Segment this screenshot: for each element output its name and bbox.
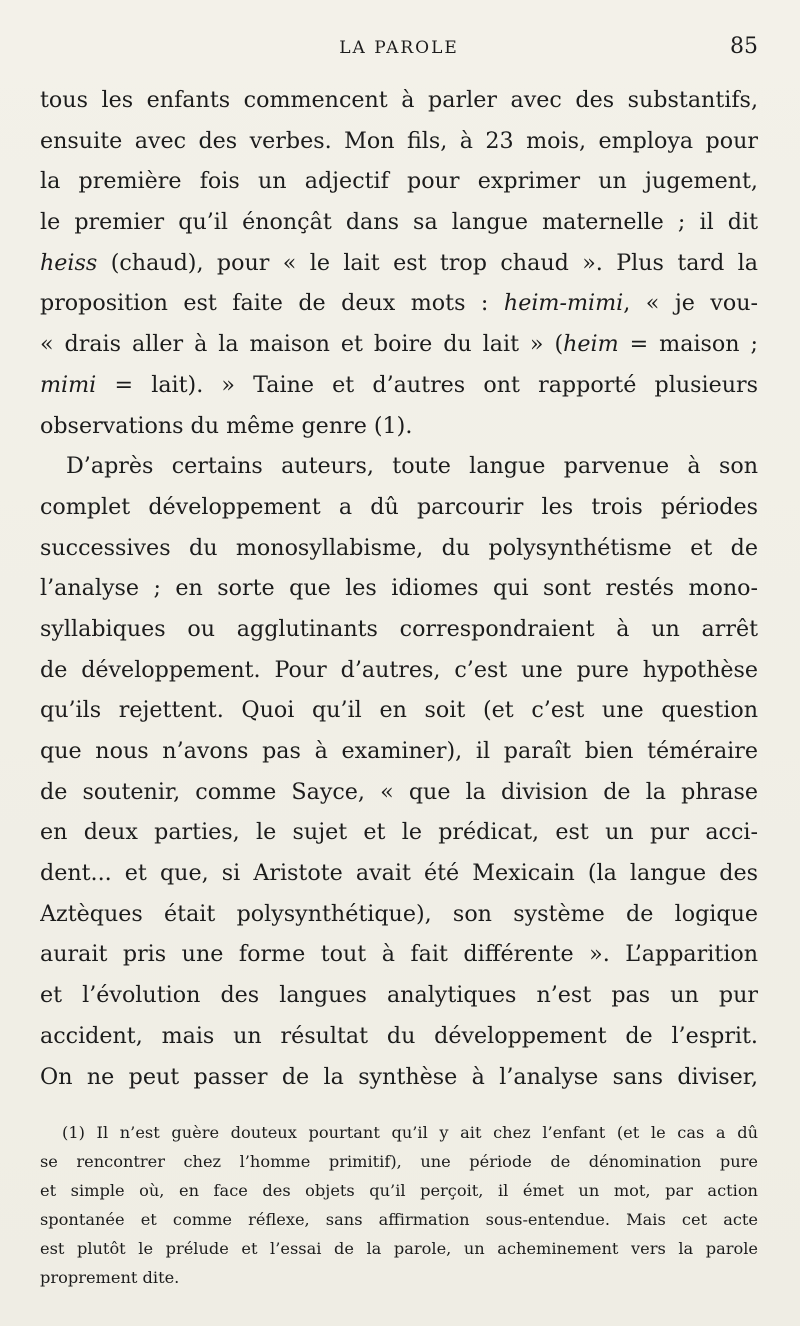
text-line: On ne peut passer de la synthèse à l’analyse sans diviser, [40, 1063, 758, 1090]
italic-word: mimi [40, 371, 97, 398]
text-fragment: (chaud), pour « le lait est trop chaud ». Plus tard la [110, 249, 758, 276]
footnote-line: et simple où, en face des objets qu’il perçoit, il émet un mot, par action [40, 1181, 758, 1200]
body-text [40, 80, 758, 1097]
footnote-line: (1) Il n’est guère douteux pourtant qu’il y ait chez l’enfant (et le cas a dû [62, 1123, 758, 1142]
text-line [40, 283, 758, 324]
text-line: de développement. Pour d’autres, c’est une pure hypothèse [40, 656, 758, 683]
text-line: le premier qu’il énonçât dans sa langue maternelle ; il dit [40, 209, 758, 236]
running-title: LA PAROLE [339, 38, 459, 58]
page-number: 85 [730, 34, 758, 59]
text-line: ensuite avec des verbes. Mon fils, à 23 mois, employa pour [40, 127, 758, 154]
text-line: et l’évolution des langues analytiques n’est pas un pur [40, 982, 758, 1009]
text-fragment: = maison ; [618, 331, 758, 358]
text-line: dent... et que, si Aristote avait été Mexicain (la langue des [40, 860, 758, 887]
footnote-line: se rencontrer chez l’homme primitif), une période de dénomination pure [40, 1152, 758, 1171]
text-line: en deux parties, le sujet et le prédicat, est un pur acci- [40, 819, 758, 846]
text-fragment: lait). » Taine et d’autres ont rapporté plusieurs [151, 371, 758, 398]
text-fragment: proposition est faite de deux mots : [40, 290, 489, 317]
text-fragment: , « je vou- [623, 290, 758, 317]
text-fragment: = [96, 371, 152, 398]
text-line [40, 243, 758, 284]
text-line: complet développement a dû parcourir les trois périodes [40, 493, 758, 520]
footnote-line: spontanée et comme réflexe, sans affirmation sous-entendue. Mais cet acte [40, 1210, 758, 1229]
text-line: qu’ils rejettent. Quoi qu’il en soit (et c’est une question [40, 697, 758, 724]
italic-word: heim [563, 331, 619, 358]
text-line: que nous n’avons pas à examiner), il paraît bien téméraire [40, 738, 758, 764]
italic-word: heiss [40, 249, 98, 276]
text-line: successives du monosyllabisme, du polysynthétisme et de [40, 534, 758, 561]
text-line: l’analyse ; en sorte que les idiomes qui sont restés mono- [40, 575, 758, 602]
text-line: la première fois un adjectif pour exprimer un jugement, [40, 168, 758, 195]
text-line [40, 365, 758, 406]
text-line: accident, mais un résultat du développement de l’esprit. [40, 1022, 758, 1049]
footnote-line: proprement dite. [40, 1268, 180, 1287]
text-line: syllabiques ou agglutinants correspondraient à un arrêt [40, 615, 758, 642]
text-line [40, 324, 758, 365]
footnote-line: est plutôt le prélude et l’essai de la parole, un acheminement vers la parole [40, 1239, 758, 1258]
footnote [40, 1118, 758, 1292]
running-head [40, 34, 758, 64]
text-fragment: « drais aller à la maison et boire du lait » ( [40, 331, 564, 358]
text-line: tous les enfants commencent à parler avec des substantifs, [40, 87, 758, 113]
text-line: de soutenir, comme Sayce, « que la division de la phrase [40, 778, 758, 805]
italic-word: heim-mimi [503, 290, 624, 317]
text-line: Aztèques était polysynthétique), son système de logique [40, 900, 758, 927]
text-line: observations du même genre (1). [40, 412, 413, 439]
paragraph-start-line: D’après certains auteurs, toute langue parvenue à son [66, 453, 758, 480]
text-line: aurait pris une forme tout à fait différente ». L’apparition [40, 941, 758, 968]
